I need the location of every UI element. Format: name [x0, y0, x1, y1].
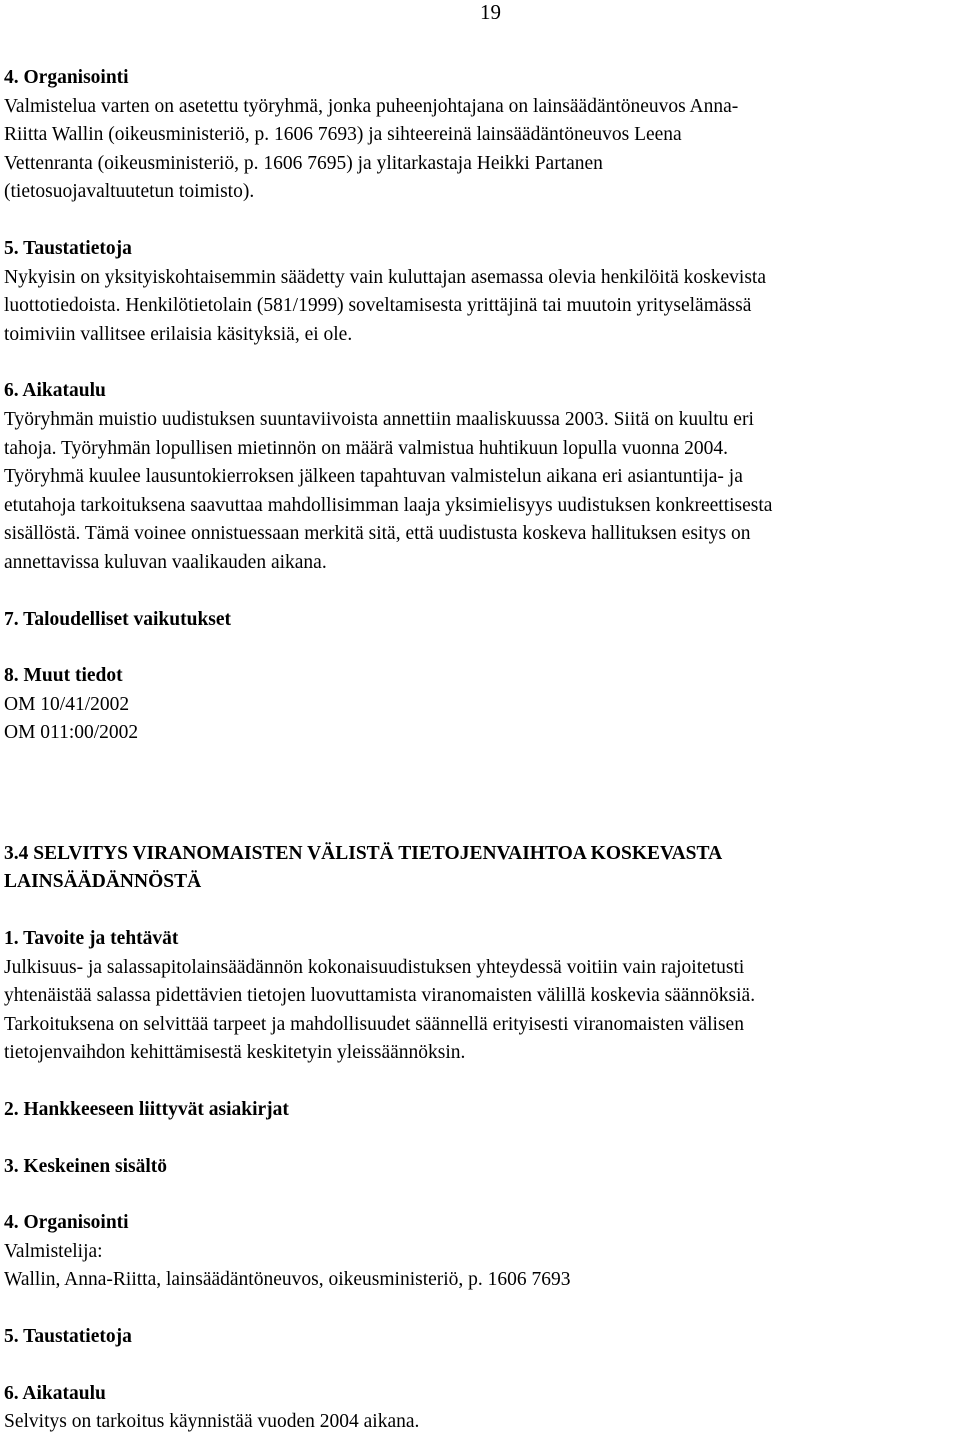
chapter-title [4, 840, 956, 897]
section-muut-tiedot [4, 662, 956, 748]
section-taustatietoja-2 [4, 1323, 956, 1352]
section-taloudelliset-vaikutukset [4, 606, 956, 635]
section-organisointi-2 [4, 1209, 956, 1295]
text-line: Nykyisin on yksityiskohtaisemmin säädetty vain kuluttajan asemassa olevia henkilöitä koskevista [4, 266, 766, 288]
section-heading: 7. Taloudelliset vaikutukset [4, 608, 232, 630]
chapter-title-line: LAINSÄÄDÄNNÖSTÄ [4, 871, 202, 893]
text-line: Työryhmä kuulee lausuntokierroksen jälkeen tapahtuvan valmistelun aikana eri asiantuntija- ja [4, 466, 743, 488]
text-line: Vettenranta (oikeusministeriö, p. 1606 7695) ja ylitarkastaja Heikki Partanen [4, 152, 603, 174]
document-body [4, 64, 956, 1437]
text-line: Tarkoituksena on selvittää tarpeet ja mahdollisuudet säännellä erityisesti viranomaisten välisen [4, 1013, 744, 1035]
section-taustatietoja [4, 235, 956, 349]
text-line: sisällöstä. Tämä voinee onnistuessaan merkitä sitä, että uudistusta koskeva hallituksen esitys on [4, 523, 751, 545]
chapter-title-line: 3.4 SELVITYS VIRANOMAISTEN VÄLISTÄ TIETOJENVAIHTOA KOSKEVASTA [4, 842, 723, 864]
text-line: tahoja. Työryhmän lopullisen mietinnön on määrä valmistua huhtikuun lopulla vuonna 2004. [4, 437, 728, 459]
section-heading: 5. Taustatietoja [4, 1326, 132, 1347]
section-keskeinen-sisalto [4, 1153, 956, 1182]
text-line: luottotiedoista. Henkilötietolain (581/1999) soveltamisesta yrittäjinä tai muutoin yrityselämässä [4, 295, 752, 317]
text-line: yhtenäistää salassa pidettävien tietojen luovuttamista viranomaisten välillä koskevia säännöksiä. [4, 985, 756, 1007]
section-hankkeeseen-liittyvat-asiakirjat [4, 1096, 956, 1125]
section-heading: 5. Taustatietoja [4, 237, 132, 259]
text-line: Julkisuus- ja salassapitolainsäädännön kokonaisuudistuksen yhteydessä voitiin vain rajoitetusti [4, 956, 745, 978]
section-heading: 1. Tavoite ja tehtävät [4, 928, 179, 950]
section-aikataulu [4, 377, 956, 577]
section-heading: 8. Muut tiedot [4, 665, 123, 687]
section-tavoite-ja-tehtavat [4, 925, 956, 1068]
text-line: Valmistelua varten on asetettu työryhmä, jonka puheenjohtajana on lainsäädäntöneuvos Anna- [4, 95, 739, 117]
text-line: Työryhmän muistio uudistuksen suuntaviivoista annettiin maaliskuussa 2003. Siitä on kuultu eri [4, 408, 754, 430]
section-heading: 3. Keskeinen sisältö [4, 1155, 168, 1177]
section-heading: 4. Organisointi [4, 67, 129, 88]
text-line: etutahoja tarkoituksena saavuttaa mahdollisimman laaja yksimielisyys uudistuksen konkreettisesta [4, 494, 773, 516]
text-line: tietojenvaihdon kehittämisestä keskitetyin yleissäännöksin. [4, 1042, 466, 1064]
text-line: Selvitys on tarkoitus käynnistää vuoden 2004 aikana. [4, 1411, 420, 1433]
reference-number: OM 10/41/2002 [4, 693, 130, 715]
section-organisointi [4, 64, 956, 207]
text-line: (tietosuojavaltuutetun toimisto). [4, 181, 255, 203]
section-heading: 4. Organisointi [4, 1212, 129, 1234]
text-line: Riitta Wallin (oikeusministeriö, p. 1606 7693) ja sihteereinä lainsäädäntöneuvos Leena [4, 124, 682, 146]
text-line: Valmistelija: [4, 1240, 103, 1262]
reference-number: OM 011:00/2002 [4, 722, 139, 744]
section-heading: 2. Hankkeeseen liittyvät asiakirjat [4, 1099, 289, 1121]
text-line: toimiviin vallitsee erilaisia käsityksiä, ei ole. [4, 323, 353, 345]
section-heading: 6. Aikataulu [4, 1382, 106, 1404]
page-number: 19 [480, 0, 501, 24]
section-aikataulu-2 [4, 1380, 956, 1437]
section-heading: 6. Aikataulu [4, 380, 106, 402]
text-line: Wallin, Anna-Riitta, lainsäädäntöneuvos, oikeusministeriö, p. 1606 7693 [4, 1269, 571, 1291]
text-line: annettavissa kuluvan vaalikauden aikana. [4, 551, 327, 573]
